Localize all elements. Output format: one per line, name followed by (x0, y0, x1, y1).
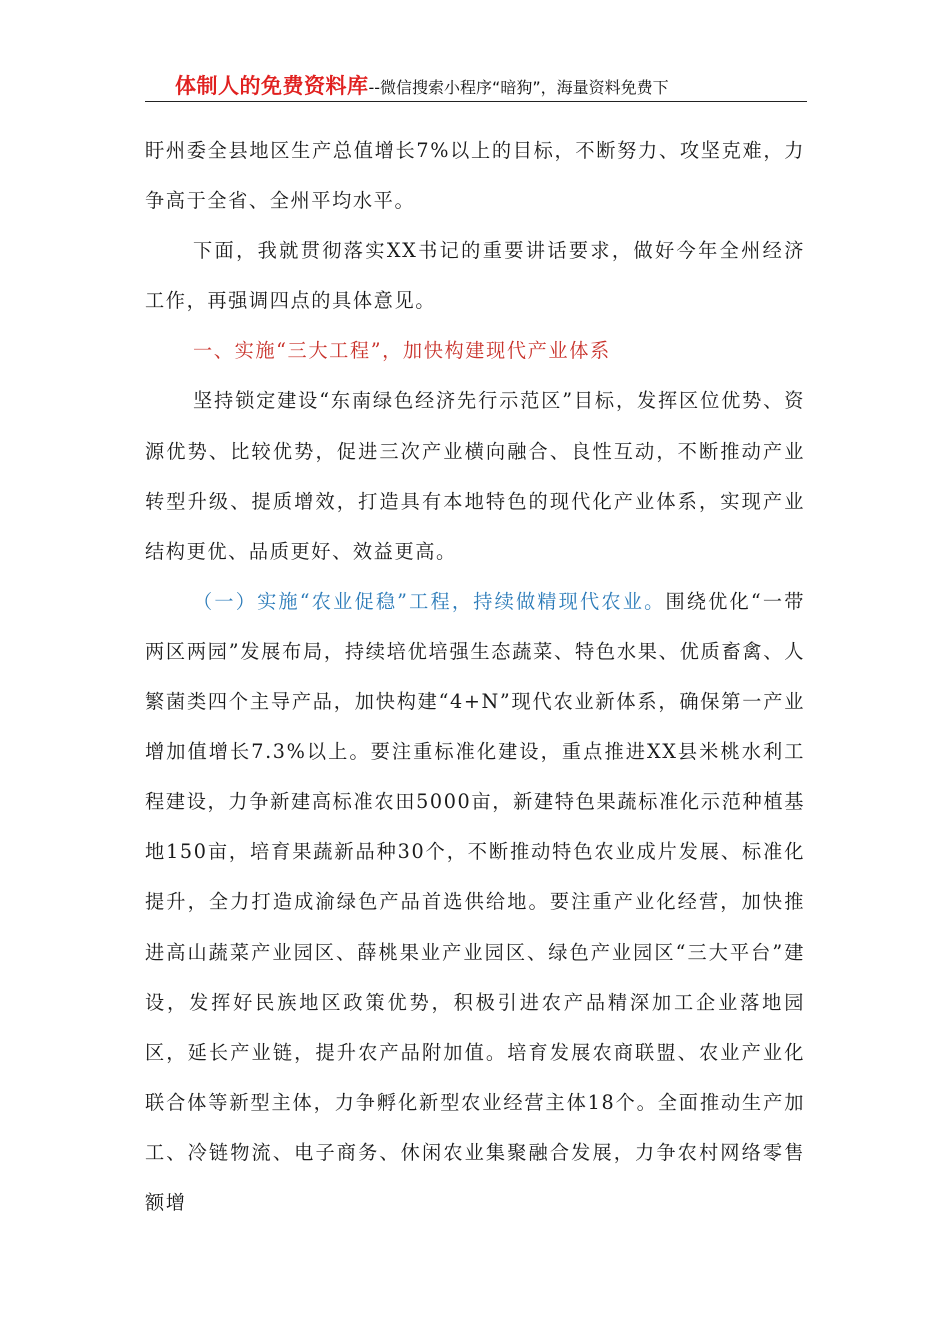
page-header (145, 70, 805, 104)
header-divider (145, 101, 807, 102)
subsection-heading-1: （一）实施“农业促稳”工程，持续做精现代农业。 (193, 589, 666, 613)
document-body (145, 126, 805, 1228)
paragraph-intro: 下面，我就贯彻落实XX书记的重要讲话要求，做好今年全州经济工作，再强调四点的具体意见。 (145, 239, 805, 313)
paragraph-section-1-overview: 坚持锁定建设“东南绿色经济先行示范区”目标，发挥区位优势、资源优势、比较优势，促进三次产业横向融合、良性互动，不断推动产业转型升级、提质增效，打造具有本地特色的现代化产业体系，实现产业结构更优、品质更好、效益更高。 (145, 389, 805, 563)
subsection-1-body: 围绕优化“一带两区两园”发展布局，持续培优培强生态蔬菜、特色水果、优质畜禽、人繁菌类四个主导产品，加快构建“4+N”现代农业新体系，确保第一产业增加值增长7.3%以上。要注重标准化建设，重点推进XX县米桃水利工程建设，力争新建高标准农田5000亩，新建特色果蔬标准化示范种植基地150亩，培育果蔬新品种30个，不断推动特色农业成片发展、标准化提升，全力打造成渝绿色产品首选供给地。要注重产业化经营，加快推进高山蔬菜产业园区、薛桃果业产业园区、绿色产业园区“三大平台”建设，发挥好民族地区政策优势，积极引进农产品精深加工企业落地园区，延长产业链，提升农产品附加值。培育发展农商联盟、农业产业化联合体等新型主体，力争孵化新型农业经营主体18个。全面推动生产加工、冷链物流、电子商务、休闲农业集聚融合发展，力争农村网络零售额增 (145, 589, 806, 1214)
header-promo-text: --微信搜索小程序“暗狗”，海量资料免费下 (368, 78, 669, 97)
header-brand-text: 体制人的免费资料库 (175, 74, 369, 98)
paragraph-goal-continuation: 盱州委全县地区生产总值增长7%以上的目标，不断努力、攻坚克难，力争高于全省、全州平均水平。 (145, 139, 805, 213)
section-heading-1: 一、实施“三大工程”，加快构建现代产业体系 (193, 339, 611, 363)
paragraph-agriculture (145, 577, 805, 1228)
